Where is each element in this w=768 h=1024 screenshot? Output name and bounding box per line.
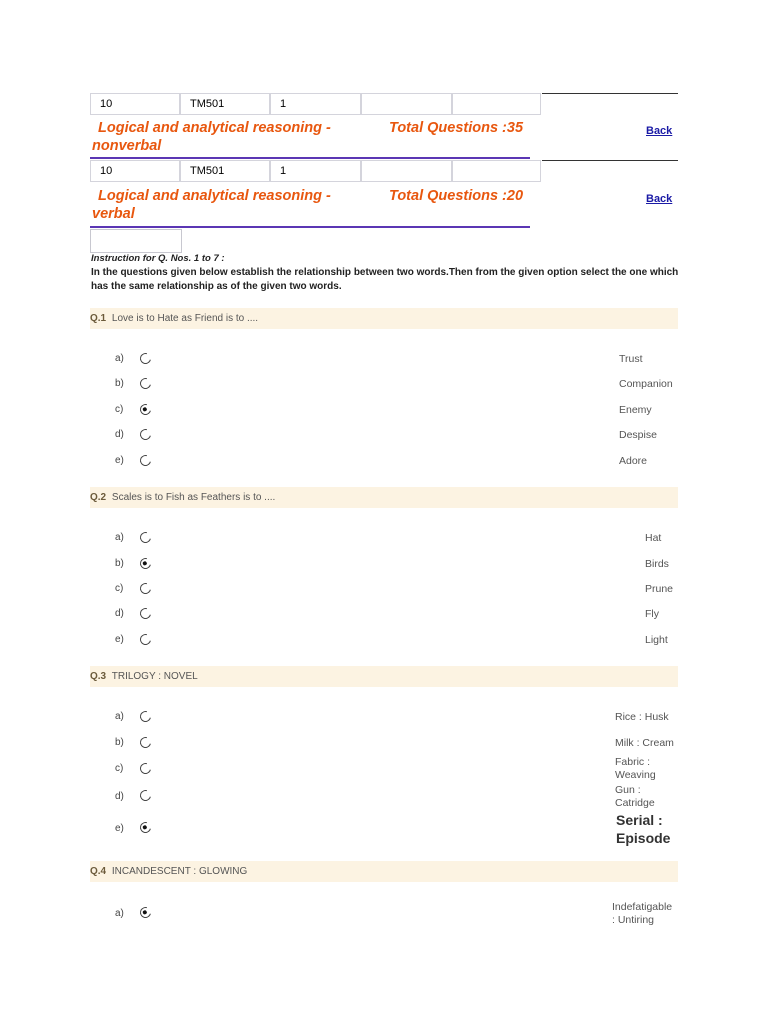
option-text [616,811,670,847]
option-text: Companion [619,378,673,390]
total-questions: Total Questions :35 [389,120,524,136]
option-text [615,756,656,782]
question-bar [90,666,678,687]
option-text [612,901,672,927]
title-underline [90,157,530,159]
question-number: Q.3 [90,671,107,682]
option-radio[interactable] [138,427,153,442]
option-radio[interactable] [138,709,153,724]
option-letter: d) [115,791,124,802]
option-radio[interactable] [138,606,153,621]
option-letter: c) [115,583,124,594]
option-text: Despise [619,429,657,441]
question-text: INCANDESCENT : GLOWING [111,866,248,877]
info-cell: 10 [90,93,180,115]
question-text: Scales is to Fish as Feathers is to .... [111,492,276,503]
info-cell [361,93,452,115]
top-rule [542,160,678,161]
option-text: Trust [619,353,643,365]
option-radio[interactable] [138,761,153,776]
option-letter: e) [115,823,124,834]
option-text: Rice : Husk [615,711,669,723]
option-radio[interactable] [138,351,153,366]
option-letter: d) [115,608,124,619]
section-title-line2: nonverbal [92,138,162,154]
back-link[interactable]: Back [646,193,673,205]
option-radio[interactable] [138,453,153,468]
option-letter: b) [115,558,124,569]
info-cell: TM501 [180,93,270,115]
option-text-line: Fabric : [615,756,651,768]
option-text: Hat [645,532,662,544]
option-text: Birds [645,558,669,570]
option-text: Adore [619,455,648,467]
question-bar [90,308,678,329]
option-text-line: Weaving [615,769,656,781]
option-text-line: Serial : [616,812,663,828]
section-title-line2: verbal [92,206,135,222]
back-link[interactable]: Back [646,125,673,137]
option-radio-selected[interactable] [138,820,153,835]
question-number: Q.2 [90,492,107,503]
instruction-heading: Instruction for Q. Nos. 1 to 7 : [91,253,225,264]
option-text: Prune [645,583,674,595]
section-title-line1: Logical and analytical reasoning - [98,120,331,136]
info-cell: 10 [90,160,180,182]
info-table-2 [90,160,541,182]
option-letter: e) [115,634,124,645]
option-radio-selected[interactable] [138,905,153,920]
option-text-line: Indefatigable [612,901,673,913]
info-cell: 1 [270,93,361,115]
info-cell: TM501 [180,160,270,182]
total-questions: Total Questions :20 [389,188,524,204]
question-bar [90,861,678,882]
option-letter: a) [115,711,124,722]
info-table-1 [90,93,541,115]
option-text-line: Gun : [615,784,641,796]
top-rule [542,93,678,94]
question-number: Q.1 [90,313,107,324]
option-text-line: Catridge [615,797,655,809]
question-text: Love is to Hate as Friend is to .... [111,313,259,324]
option-letter: b) [115,737,124,748]
title-underline [90,226,530,228]
option-letter: d) [115,429,124,440]
option-radio[interactable] [138,581,153,596]
option-text: Enemy [619,404,652,416]
option-text-line: Episode [616,830,671,846]
option-letter: a) [115,353,124,364]
blank-field [90,229,182,253]
info-cell [452,93,541,115]
option-letter: a) [115,532,124,543]
option-radio[interactable] [138,735,153,750]
option-radio-selected[interactable] [138,556,153,571]
option-letter: e) [115,455,124,466]
option-text: Milk : Cream [615,737,674,749]
question-bar [90,487,678,508]
question-text: TRILOGY : NOVEL [111,671,198,682]
option-text: Fly [645,608,659,620]
option-letter: c) [115,763,124,774]
option-text: Light [645,634,668,646]
instruction-text: In the questions given below establish the relationship between two words.Then from the given option select the one which has the same relationship as of the given two words. [91,267,679,292]
option-letter: b) [115,378,124,389]
option-radio[interactable] [138,632,153,647]
option-letter: a) [115,908,124,919]
question-number: Q.4 [90,866,107,877]
option-text-line: : Untiring [612,914,655,926]
option-radio-selected[interactable] [138,402,153,417]
info-cell [452,160,541,182]
option-text [615,784,655,810]
option-radio[interactable] [138,788,153,803]
option-radio[interactable] [138,530,153,545]
info-cell [361,160,452,182]
option-letter: c) [115,404,124,415]
section-title-line1: Logical and analytical reasoning - [98,188,331,204]
option-radio[interactable] [138,376,153,391]
info-cell: 1 [270,160,361,182]
